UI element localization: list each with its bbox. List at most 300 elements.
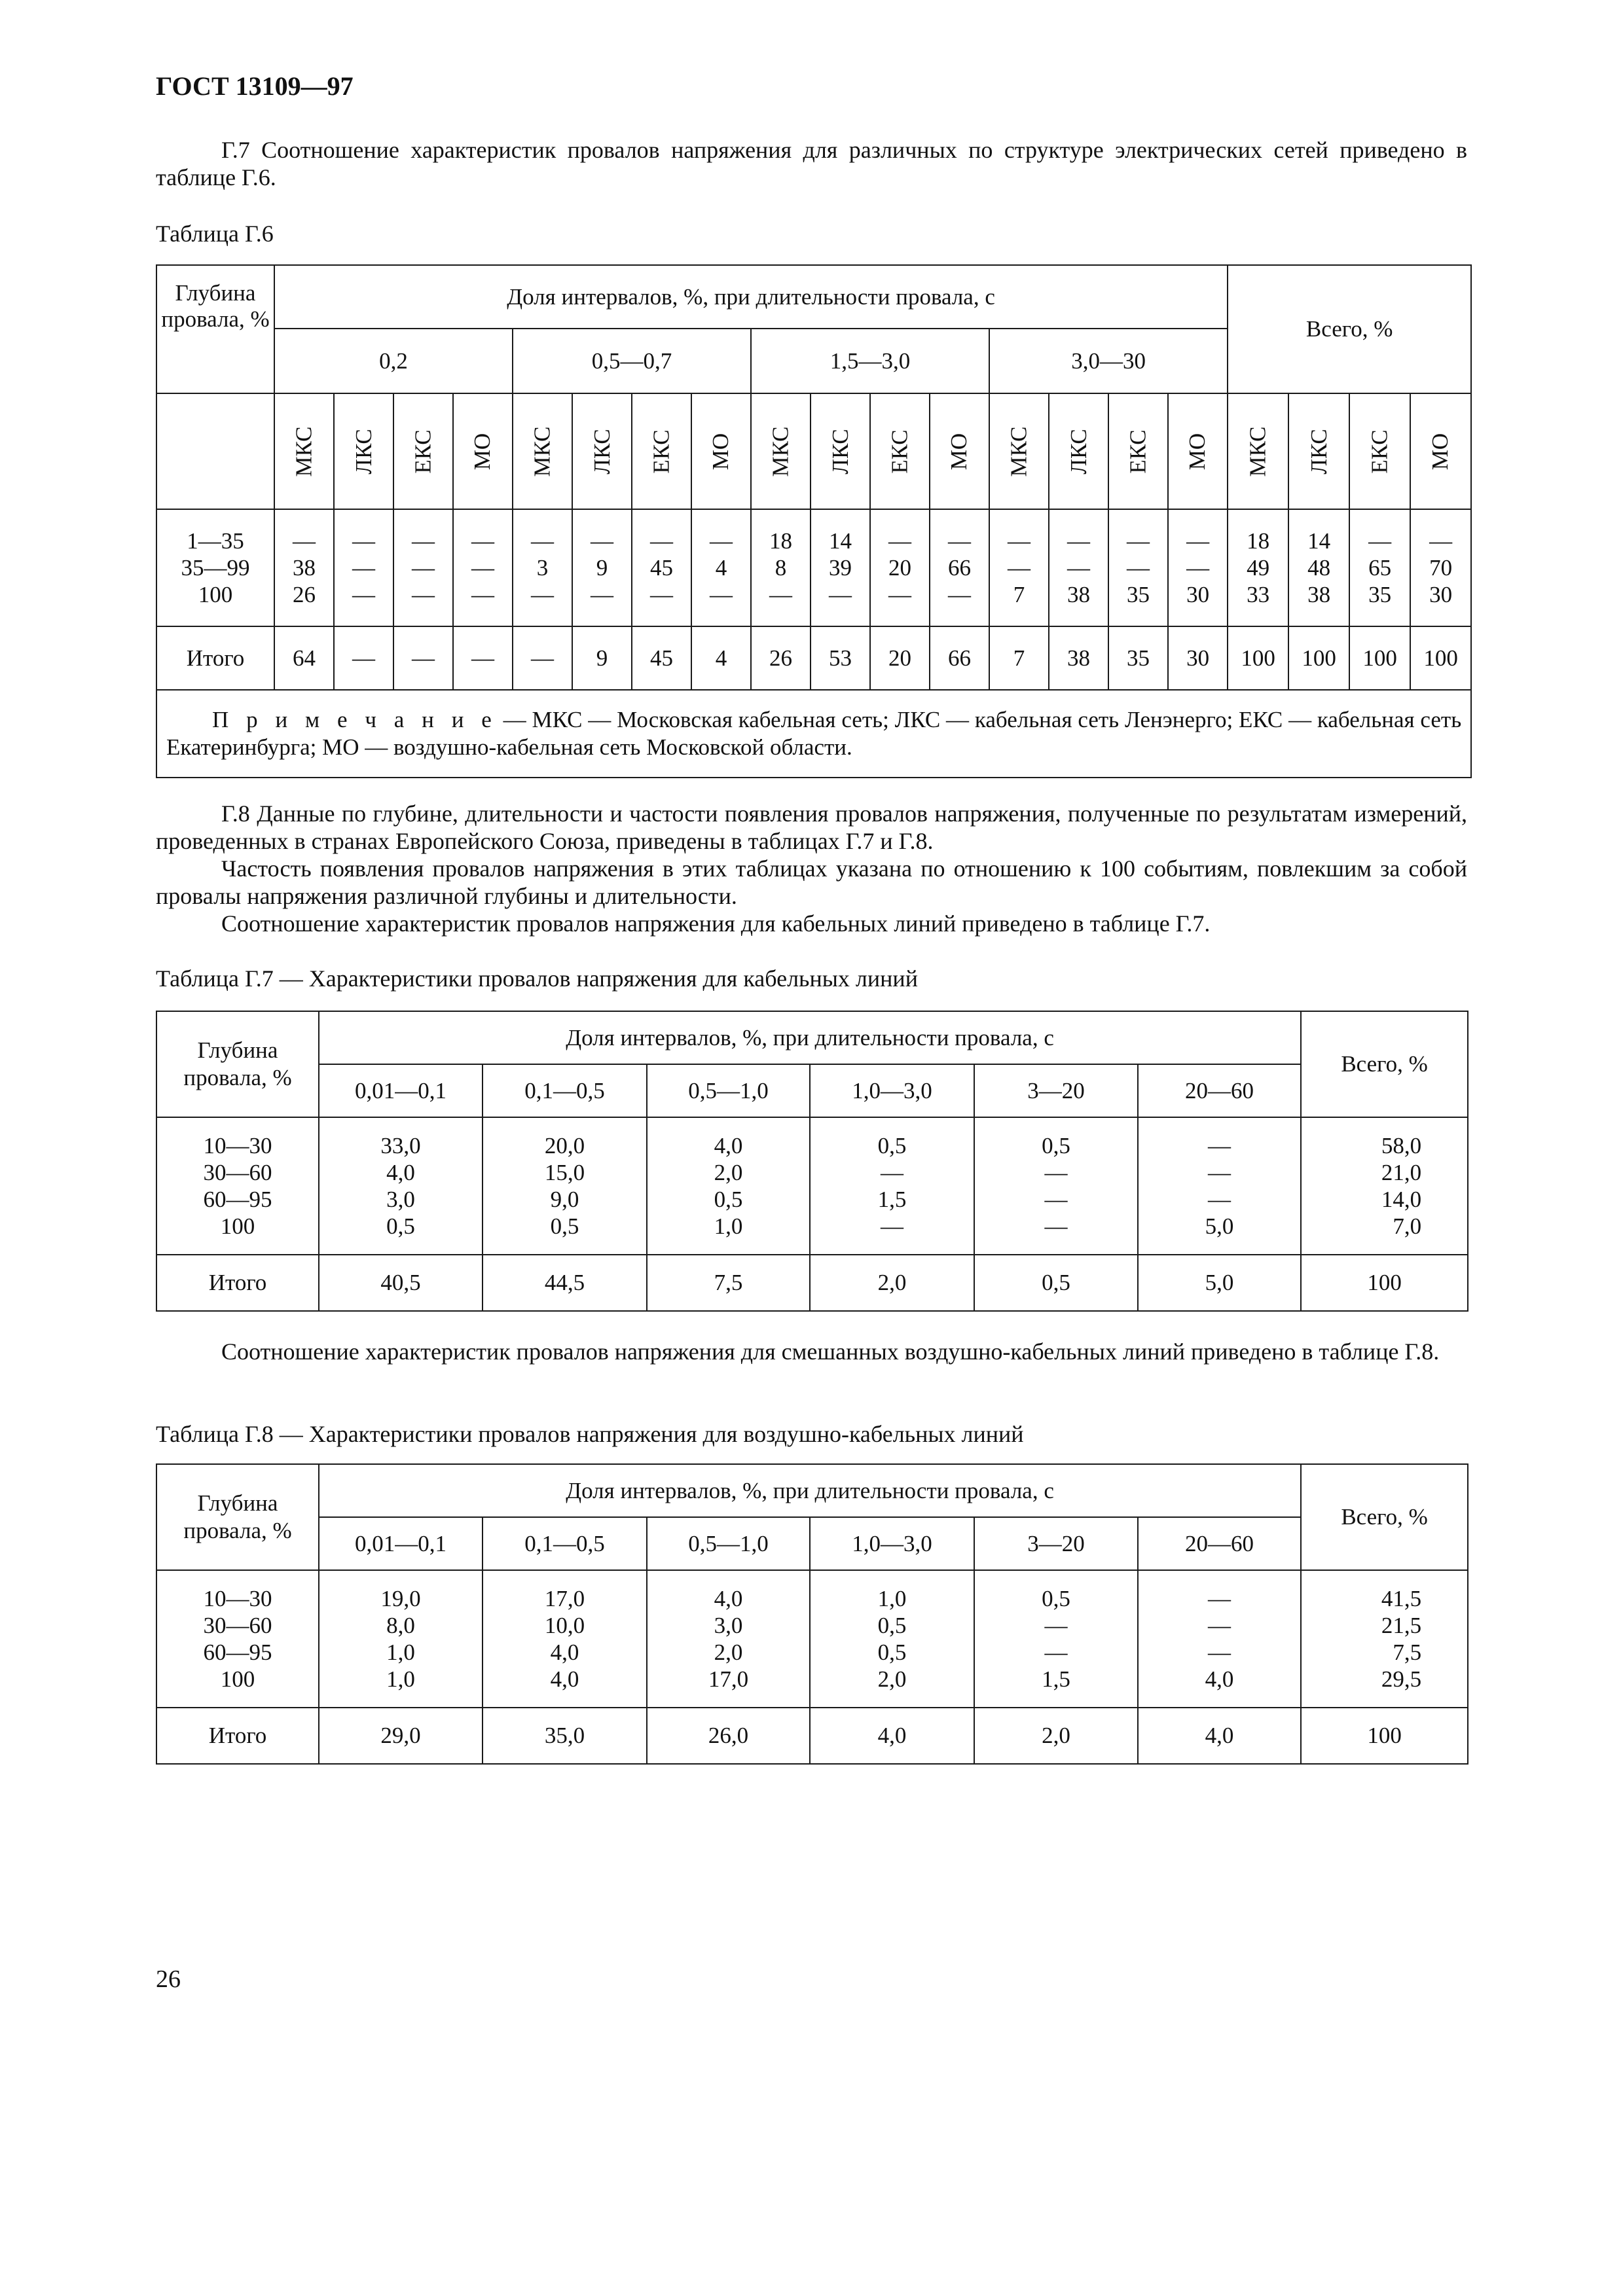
network-label: ЕКС xyxy=(1125,429,1151,474)
document-header: ГОСТ 13109—97 xyxy=(156,71,354,101)
cell-value: 35 xyxy=(1127,582,1150,607)
value-stack xyxy=(647,1132,809,1240)
paragraph-g7: Г.7 Соотношение характеристик провалов напряжения для различных по структуре электрических сетей приведено в таблице Г.6. xyxy=(156,137,1467,190)
duration-header: 0,1—0,5 xyxy=(483,1517,647,1570)
value-stack xyxy=(483,1585,646,1693)
cell-value: — xyxy=(591,582,613,607)
cell-value: 100 xyxy=(198,582,233,607)
cell-value: — xyxy=(888,582,911,607)
network-header xyxy=(572,393,632,509)
value-stack xyxy=(157,1585,318,1693)
paragraph-frequency: Частость появления провалов напряжения в этих таблицах указана по отношению к 100 событиям, повлекшим за собой провалы напряжения различной глубины и длительности. xyxy=(156,855,1467,909)
cell-value: — xyxy=(769,582,792,607)
row-totals xyxy=(1301,1117,1468,1255)
cell-value: — xyxy=(881,1160,903,1185)
cell-value: — xyxy=(471,555,494,581)
cell-value: 18 xyxy=(1247,528,1270,554)
total-value: — xyxy=(393,626,453,690)
cell-value: 4,0 xyxy=(550,1640,579,1665)
cell-value: — xyxy=(1208,1133,1231,1158)
network-header xyxy=(1168,393,1228,509)
total-header: Всего, % xyxy=(1301,1011,1468,1117)
data-column xyxy=(1410,509,1471,626)
empty-header-cell xyxy=(156,393,274,509)
network-label: ЕКС xyxy=(410,429,436,474)
cell-value: 15,0 xyxy=(544,1160,585,1185)
cell-value: 4,0 xyxy=(714,1133,743,1158)
cell-value: — xyxy=(591,528,613,554)
cell-value: — xyxy=(1368,528,1392,554)
value-stack xyxy=(319,1132,482,1240)
cell-value: 38 xyxy=(1307,582,1331,607)
total-value: 4,0 xyxy=(1138,1708,1301,1764)
data-column xyxy=(647,1570,810,1708)
total-value: 53 xyxy=(811,626,870,690)
value-stack xyxy=(647,1585,809,1693)
cell-value: 10—30 xyxy=(203,1133,272,1158)
data-column xyxy=(1349,509,1410,626)
network-header xyxy=(1049,393,1108,509)
network-header xyxy=(274,393,334,509)
cell-value: — xyxy=(1208,1640,1231,1665)
cell-value: — xyxy=(352,528,375,554)
data-column xyxy=(810,1117,974,1255)
total-value: 35,0 xyxy=(483,1708,647,1764)
value-stack xyxy=(990,528,1048,608)
cell-value: — xyxy=(710,528,733,554)
total-value: 45 xyxy=(632,626,691,690)
cell-value: — xyxy=(412,528,435,554)
total-value: 2,0 xyxy=(974,1708,1138,1764)
cell-value: — xyxy=(352,582,375,607)
cell-value: — xyxy=(1008,555,1030,581)
network-header xyxy=(989,393,1049,509)
share-header: Доля интервалов, %, при длительности провала, с xyxy=(319,1464,1301,1517)
duration-header: 0,5—1,0 xyxy=(647,1517,810,1570)
data-column xyxy=(274,509,334,626)
table-g7 xyxy=(156,1011,1468,1312)
network-label: МО xyxy=(1184,433,1211,470)
duration-header: 0,1—0,5 xyxy=(483,1064,647,1117)
paragraph-ratio-mixed: Соотношение характеристик провалов напряжения для смешанных воздушно-кабельных линий приведено в таблице Г.8. xyxy=(221,1338,1440,1365)
duration-header: 20—60 xyxy=(1138,1064,1301,1117)
cell-value: 14 xyxy=(829,528,852,554)
cell-value: — xyxy=(1186,528,1210,554)
depth-header: Глубина провала, % xyxy=(156,265,274,393)
data-column xyxy=(989,509,1049,626)
network-header xyxy=(513,393,572,509)
cell-value: 1—35 xyxy=(187,528,244,554)
depth-header: Глубина провала, % xyxy=(156,1464,319,1570)
cell-value: 70 xyxy=(1429,555,1453,581)
data-column xyxy=(319,1570,483,1708)
cell-value: — xyxy=(1067,555,1090,581)
cell-value: — xyxy=(471,582,494,607)
total-label: Итого xyxy=(156,1708,319,1764)
network-label: МКС xyxy=(1245,426,1271,476)
total-value: 29,0 xyxy=(319,1708,483,1764)
network-label: МО xyxy=(1427,433,1453,470)
cell-value: 2,0 xyxy=(714,1160,743,1185)
value-stack xyxy=(319,1585,482,1693)
cell-value: — xyxy=(1044,1213,1068,1239)
duration-header: 3—20 xyxy=(974,1064,1138,1117)
data-column xyxy=(810,1570,974,1708)
cell-value: 30—60 xyxy=(203,1160,272,1185)
cell-value: — xyxy=(710,582,733,607)
cell-value: 41,5 xyxy=(1381,1586,1422,1611)
network-label: ЛКС xyxy=(350,428,376,475)
table-g6-caption: Таблица Г.6 xyxy=(156,221,274,247)
cell-value: 4,0 xyxy=(1205,1666,1234,1692)
data-column xyxy=(1108,509,1168,626)
duration-header: 0,01—0,1 xyxy=(319,1517,483,1570)
value-stack xyxy=(692,528,750,608)
cell-value: 48 xyxy=(1307,555,1331,581)
duration-header: 3—20 xyxy=(974,1517,1138,1570)
total-value: 40,5 xyxy=(319,1255,483,1311)
cell-value: 21,0 xyxy=(1381,1160,1422,1185)
cell-value: 0,5 xyxy=(877,1640,907,1665)
cell-value: 39 xyxy=(829,555,852,581)
cell-value: — xyxy=(352,555,375,581)
value-stack xyxy=(275,528,333,608)
value-stack xyxy=(1289,528,1349,608)
total-value: 100 xyxy=(1301,1255,1468,1311)
value-stack xyxy=(752,528,810,608)
cell-value: 21,5 xyxy=(1381,1613,1422,1638)
value-stack xyxy=(975,1132,1137,1240)
page-number: 26 xyxy=(156,1965,181,1993)
value-stack xyxy=(632,528,691,608)
cell-value: 0,5 xyxy=(386,1213,415,1239)
value-stack xyxy=(573,528,631,608)
table-g6 xyxy=(156,264,1472,778)
duration-header: 0,5—0,7 xyxy=(513,329,751,393)
network-header xyxy=(691,393,751,509)
cell-value: 0,5 xyxy=(1042,1133,1070,1158)
network-label: ЛКС xyxy=(827,428,853,475)
cell-value: — xyxy=(881,1213,903,1239)
network-header xyxy=(453,393,513,509)
total-value: — xyxy=(453,626,513,690)
total-value: 30 xyxy=(1168,626,1228,690)
cell-value: 65 xyxy=(1368,555,1392,581)
cell-value: 4,0 xyxy=(714,1586,743,1611)
network-label: МКС xyxy=(1006,426,1032,476)
cell-value: 18 xyxy=(769,528,792,554)
total-value: 4 xyxy=(691,626,751,690)
network-label: МКС xyxy=(291,426,317,476)
total-header: Всего, % xyxy=(1228,265,1471,393)
cell-value: 8,0 xyxy=(386,1613,415,1638)
value-stack xyxy=(871,528,929,608)
value-stack xyxy=(394,528,452,608)
paragraph-ratio-cable: Соотношение характеристик провалов напряжения для кабельных линий приведено в таблице Г.7. xyxy=(221,910,1211,937)
cell-value: — xyxy=(1127,555,1150,581)
cell-value: 30 xyxy=(1186,582,1210,607)
cell-value: — xyxy=(1429,528,1453,554)
value-stack xyxy=(1411,528,1470,608)
data-column xyxy=(974,1570,1138,1708)
cell-value: — xyxy=(412,582,435,607)
cell-value: 30 xyxy=(1429,582,1453,607)
total-value: — xyxy=(513,626,572,690)
data-column xyxy=(691,509,751,626)
cell-value: 3,0 xyxy=(386,1187,415,1212)
cell-value: 35 xyxy=(1368,582,1392,607)
network-label: ЛКС xyxy=(1305,428,1332,475)
data-column xyxy=(974,1117,1138,1255)
cell-value: 1,0 xyxy=(386,1640,415,1665)
duration-header: 0,2 xyxy=(274,329,513,393)
cell-value: 0,5 xyxy=(877,1613,907,1638)
cell-value: — xyxy=(829,582,852,607)
data-column xyxy=(870,509,930,626)
duration-header: 1,0—3,0 xyxy=(810,1064,974,1117)
cell-value: 9 xyxy=(596,555,608,581)
cell-value: 7,5 xyxy=(1393,1640,1422,1665)
total-label: Итого xyxy=(156,626,274,690)
value-stack xyxy=(975,1585,1137,1693)
cell-value: 66 xyxy=(948,555,971,581)
cell-value: 5,0 xyxy=(1205,1213,1234,1239)
total-header: Всего, % xyxy=(1301,1464,1468,1570)
cell-value: 14 xyxy=(1307,528,1331,554)
total-value: 100 xyxy=(1228,626,1288,690)
cell-value: — xyxy=(948,582,971,607)
cell-value: 26 xyxy=(293,582,316,607)
total-value: 26 xyxy=(751,626,811,690)
value-stack xyxy=(930,528,989,608)
data-column xyxy=(1168,509,1228,626)
data-column xyxy=(751,509,811,626)
cell-value: 1,0 xyxy=(714,1213,743,1239)
cell-value: 1,5 xyxy=(877,1187,907,1212)
value-stack xyxy=(513,528,572,608)
total-value: 0,5 xyxy=(974,1255,1138,1311)
network-header xyxy=(1288,393,1349,509)
cell-value: 4,0 xyxy=(386,1160,415,1185)
cell-value: — xyxy=(531,528,554,554)
value-stack xyxy=(335,528,393,608)
total-value: 64 xyxy=(274,626,334,690)
cell-value: 0,5 xyxy=(1042,1586,1070,1611)
value-stack xyxy=(483,1132,646,1240)
network-label: ЛКС xyxy=(589,428,615,475)
network-label: ЕКС xyxy=(648,429,674,474)
table-g7-caption: Таблица Г.7 — Характеристики провалов напряжения для кабельных линий xyxy=(156,965,918,992)
depth-values xyxy=(156,1117,319,1255)
share-header: Доля интервалов, %, при длительности провала, с xyxy=(274,265,1228,329)
data-column xyxy=(572,509,632,626)
cell-value: 19,0 xyxy=(380,1586,421,1611)
cell-value: 0,5 xyxy=(877,1133,907,1158)
cell-value: — xyxy=(1008,528,1030,554)
cell-value: 1,0 xyxy=(877,1586,907,1611)
cell-value: 2,0 xyxy=(714,1640,743,1665)
cell-value: 0,5 xyxy=(714,1187,743,1212)
total-value: 100 xyxy=(1301,1708,1468,1764)
cell-value: 35—99 xyxy=(181,555,250,581)
data-column xyxy=(1138,1117,1301,1255)
value-stack xyxy=(1169,528,1227,608)
duration-header: 3,0—30 xyxy=(989,329,1228,393)
data-column xyxy=(1049,509,1108,626)
cell-value: 33,0 xyxy=(380,1133,421,1158)
cell-value: — xyxy=(531,582,554,607)
total-value: 66 xyxy=(930,626,989,690)
cell-value: 30—60 xyxy=(203,1613,272,1638)
value-stack xyxy=(811,1132,974,1240)
network-header xyxy=(930,393,989,509)
total-value: 2,0 xyxy=(810,1255,974,1311)
total-value: 9 xyxy=(572,626,632,690)
cell-value: — xyxy=(948,528,971,554)
cell-value: — xyxy=(888,528,911,554)
data-column xyxy=(1288,509,1349,626)
network-header xyxy=(1410,393,1471,509)
network-label: ЛКС xyxy=(1065,428,1091,475)
network-header xyxy=(1349,393,1410,509)
total-value: 44,5 xyxy=(483,1255,647,1311)
cell-value: — xyxy=(650,528,673,554)
cell-value: — xyxy=(412,555,435,581)
network-header xyxy=(870,393,930,509)
cell-value: 4 xyxy=(715,555,727,581)
cell-value: 10,0 xyxy=(544,1613,585,1638)
total-value: 7,5 xyxy=(647,1255,810,1311)
depth-values xyxy=(156,509,274,626)
cell-value: — xyxy=(1127,528,1150,554)
total-value: 100 xyxy=(1288,626,1349,690)
cell-value: 60—95 xyxy=(203,1187,272,1212)
data-column xyxy=(930,509,989,626)
cell-value: 8 xyxy=(775,555,787,581)
depth-values xyxy=(156,1570,319,1708)
network-label: МО xyxy=(946,433,972,470)
table-g8-caption: Таблица Г.8 — Характеристики провалов напряжения для воздушно-кабельных линий xyxy=(156,1421,1024,1447)
network-label: МКС xyxy=(529,426,555,476)
data-column xyxy=(319,1117,483,1255)
cell-value: 20,0 xyxy=(544,1133,585,1158)
depth-header: Глубина провала, % xyxy=(156,1011,319,1117)
cell-value: 100 xyxy=(220,1666,255,1692)
total-value: 100 xyxy=(1349,626,1410,690)
data-column xyxy=(632,509,691,626)
value-stack xyxy=(157,1132,318,1240)
total-label: Итого xyxy=(156,1255,319,1311)
network-header xyxy=(1108,393,1168,509)
value-stack xyxy=(1302,1585,1467,1693)
total-value: 4,0 xyxy=(810,1708,974,1764)
duration-header: 1,0—3,0 xyxy=(810,1517,974,1570)
data-column xyxy=(393,509,453,626)
data-column xyxy=(513,509,572,626)
cell-value: — xyxy=(1208,1160,1231,1185)
cell-value: 100 xyxy=(220,1213,255,1239)
cell-value: 1,5 xyxy=(1042,1666,1070,1692)
total-value: 100 xyxy=(1410,626,1471,690)
cell-value: 4,0 xyxy=(550,1666,579,1692)
cell-value: — xyxy=(650,582,673,607)
row-totals xyxy=(1301,1570,1468,1708)
data-column xyxy=(1228,509,1288,626)
value-stack xyxy=(1139,1132,1300,1240)
cell-value: 58,0 xyxy=(1381,1133,1422,1158)
network-label: ЕКС xyxy=(1366,429,1393,474)
value-stack xyxy=(157,528,274,608)
table-g8 xyxy=(156,1463,1468,1765)
value-stack xyxy=(1350,528,1410,608)
paragraph-g8: Г.8 Данные по глубине, длительности и частости появления провалов напряжения, полученные по результатам измерений, проведенных в странах Европейского Союза, приведены в таблицах Г.7 и Г.8. xyxy=(156,800,1467,854)
value-stack xyxy=(1228,528,1288,608)
network-header xyxy=(1228,393,1288,509)
cell-value: — xyxy=(1044,1613,1068,1638)
cell-value: 38 xyxy=(293,555,316,581)
network-label: ЕКС xyxy=(886,429,913,474)
total-value: 38 xyxy=(1049,626,1108,690)
value-stack xyxy=(811,528,869,608)
cell-value: 17,0 xyxy=(708,1666,749,1692)
cell-value: — xyxy=(1208,1187,1231,1212)
data-column xyxy=(647,1117,810,1255)
cell-value: — xyxy=(1044,1640,1068,1665)
total-value: 5,0 xyxy=(1138,1255,1301,1311)
cell-value: 60—95 xyxy=(203,1640,272,1665)
total-value: — xyxy=(334,626,393,690)
total-value: 20 xyxy=(870,626,930,690)
cell-value: 9,0 xyxy=(550,1187,579,1212)
cell-value: 49 xyxy=(1247,555,1270,581)
network-label: МО xyxy=(469,433,496,470)
network-header xyxy=(393,393,453,509)
cell-value: 17,0 xyxy=(544,1586,585,1611)
cell-value: 3 xyxy=(536,555,549,581)
data-column xyxy=(1138,1570,1301,1708)
cell-value: — xyxy=(1067,528,1090,554)
data-column xyxy=(334,509,393,626)
cell-value: 10—30 xyxy=(203,1586,272,1611)
value-stack xyxy=(1049,528,1108,608)
cell-value: — xyxy=(1186,555,1210,581)
cell-value: — xyxy=(293,528,316,554)
network-header xyxy=(751,393,811,509)
value-stack xyxy=(811,1585,974,1693)
total-value: 7 xyxy=(989,626,1049,690)
cell-value: — xyxy=(1208,1586,1231,1611)
network-label: МО xyxy=(708,433,734,470)
cell-value: 33 xyxy=(1247,582,1270,607)
cell-value: 45 xyxy=(650,555,673,581)
cell-value: — xyxy=(1044,1187,1068,1212)
value-stack xyxy=(1109,528,1167,608)
network-label: МКС xyxy=(767,426,793,476)
cell-value: — xyxy=(1044,1160,1068,1185)
cell-value: 14,0 xyxy=(1381,1187,1422,1212)
table-note: П р и м е ч а н и е — МКС — Московская кабельная сеть; ЛКС — кабельная сеть Ленэнерго; ЕКС — кабельная сеть Екатеринбурга; МО — воздушно-кабельная сеть Московской области. xyxy=(156,690,1471,778)
cell-value: 7,0 xyxy=(1393,1213,1422,1239)
cell-value: — xyxy=(1208,1613,1231,1638)
cell-value: 0,5 xyxy=(550,1213,579,1239)
cell-value: 29,5 xyxy=(1381,1666,1422,1692)
network-header xyxy=(811,393,870,509)
value-stack xyxy=(1302,1132,1467,1240)
cell-value: 2,0 xyxy=(877,1666,907,1692)
value-stack xyxy=(454,528,512,608)
data-column xyxy=(483,1117,647,1255)
cell-value: — xyxy=(471,528,494,554)
